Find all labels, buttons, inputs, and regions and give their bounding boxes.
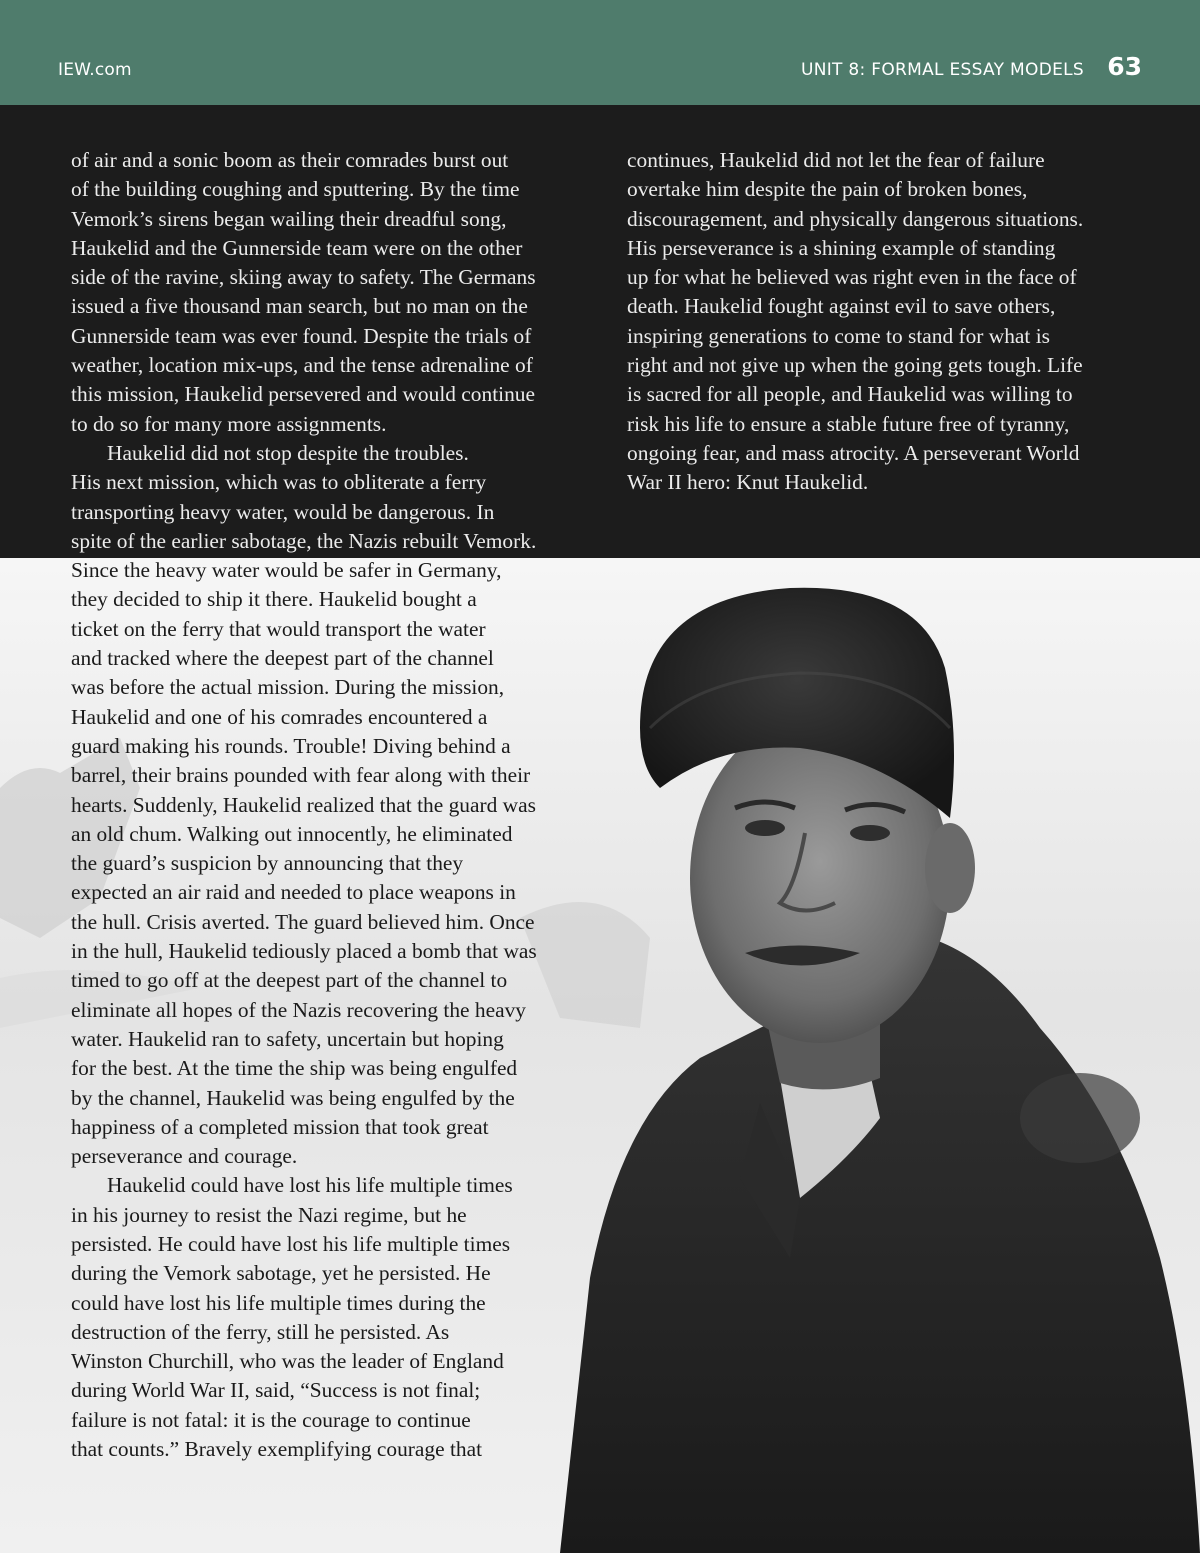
text-line: is sacred for all people, and Haukelid was willing to	[627, 382, 1073, 407]
text-line: His perseverance is a shining example of standing	[627, 235, 1056, 260]
text-line: weather, location mix-ups, and the tense adrenaline of	[71, 353, 533, 378]
text-line: expected an air raid and needed to place weapons in	[71, 880, 516, 905]
text-line: by the channel, Haukelid was being engulfed by the	[71, 1085, 515, 1110]
text-line: ongoing fear, and mass atrocity. A perseverant World	[627, 440, 1080, 465]
text-line: guard making his rounds. Trouble! Diving behind a	[71, 733, 511, 758]
text-line: risk his life to ensure a stable future free of tyranny,	[627, 411, 1070, 436]
text-line: could have lost his life multiple times during the	[71, 1290, 486, 1315]
text-line: Vemork’s sirens began wailing their dreadful song,	[71, 206, 507, 231]
text-line: of air and a sonic boom as their comrades burst out	[71, 148, 509, 172]
text-line: spite of the earlier sabotage, the Nazis rebuilt Vemork.	[71, 528, 537, 553]
text-line: War II hero: Knut Haukelid.	[627, 470, 869, 495]
text-line: to do so for many more assignments.	[71, 411, 387, 436]
right-text-column	[627, 146, 1127, 498]
text-line: overtake him despite the pain of broken bones,	[627, 177, 1028, 202]
text-line: of the building coughing and sputtering. By the time	[71, 177, 520, 202]
text-line: Since the heavy water would be safer in Germany,	[71, 558, 502, 583]
text-line: happiness of a completed mission that took great	[71, 1114, 489, 1139]
text-line: persisted. He could have lost his life multiple times	[71, 1231, 511, 1256]
text-line: hearts. Suddenly, Haukelid realized that the guard was	[71, 792, 536, 817]
text-line: inspiring generations to come to stand for what is	[627, 323, 1050, 348]
text-line: an old chum. Walking out innocently, he eliminated	[71, 821, 513, 846]
text-line: they decided to ship it there. Haukelid bought a	[71, 587, 477, 612]
text-line: discouragement, and physically dangerous situations.	[627, 206, 1084, 231]
text-line: that counts.” Bravely exemplifying courage that	[71, 1437, 483, 1462]
text-line: during World War II, said, “Success is not final;	[71, 1378, 481, 1403]
text-line: Haukelid and the Gunnerside team were on the other	[71, 235, 523, 260]
text-line: the guard’s suspicion by announcing that they	[71, 851, 464, 876]
text-line: was before the actual mission. During the mission,	[71, 675, 505, 700]
text-line: barrel, their brains pounded with fear along with their	[71, 763, 531, 788]
header-bar	[0, 0, 1200, 105]
text-line: death. Haukelid fought against evil to save others,	[627, 294, 1056, 319]
text-line: water. Haukelid ran to safety, uncertain but hoping	[71, 1026, 504, 1051]
text-line: issued a five thousand man search, but no man on the	[71, 294, 528, 319]
text-line: Haukelid could have lost his life multiple times	[107, 1173, 513, 1198]
text-line: continues, Haukelid did not let the fear of failure	[627, 148, 1045, 172]
text-line: destruction of the ferry, still he persisted. As	[71, 1319, 450, 1344]
text-line: in his journey to resist the Nazi regime, but he	[71, 1202, 467, 1227]
text-line: perseverance and courage.	[71, 1144, 298, 1169]
text-line: right and not give up when the going gets tough. Life	[627, 353, 1083, 378]
page-number: 63	[1107, 52, 1142, 81]
left-text-column	[71, 146, 589, 1464]
text-line: His next mission, which was to obliterate a ferry	[71, 470, 487, 495]
text-line: timed to go off at the deepest part of the channel to	[71, 968, 508, 993]
text-line: up for what he believed was right even in the face of	[627, 265, 1077, 290]
text-line: ticket on the ferry that would transport the water	[71, 616, 486, 641]
text-line: for the best. At the time the ship was being engulfed	[71, 1056, 518, 1081]
text-line: the hull. Crisis averted. The guard believed him. Once	[71, 909, 535, 934]
text-line: Haukelid and one of his comrades encountered a	[71, 704, 488, 729]
text-line: this mission, Haukelid persevered and would continue	[71, 382, 535, 407]
text-line: Gunnerside team was ever found. Despite the trials of	[71, 323, 532, 348]
text-line: eliminate all hopes of the Nazis recovering the heavy	[71, 997, 526, 1022]
text-line: failure is not fatal: it is the courage to continue	[71, 1407, 471, 1432]
text-line: side of the ravine, skiing away to safety. The Germans	[71, 265, 536, 290]
site-link[interactable]: IEW.com	[58, 60, 132, 80]
text-line: transporting heavy water, would be dangerous. In	[71, 499, 495, 524]
text-line: in the hull, Haukelid tediously placed a bomb that was	[71, 939, 537, 964]
text-line: Haukelid did not stop despite the troubles.	[107, 440, 469, 465]
text-line: during the Vemork sabotage, yet he persisted. He	[71, 1261, 491, 1286]
text-line: Winston Churchill, who was the leader of England	[71, 1349, 504, 1374]
unit-title: UNIT 8: FORMAL ESSAY MODELS	[800, 60, 1084, 80]
text-line: and tracked where the deepest part of the channel	[71, 646, 494, 671]
